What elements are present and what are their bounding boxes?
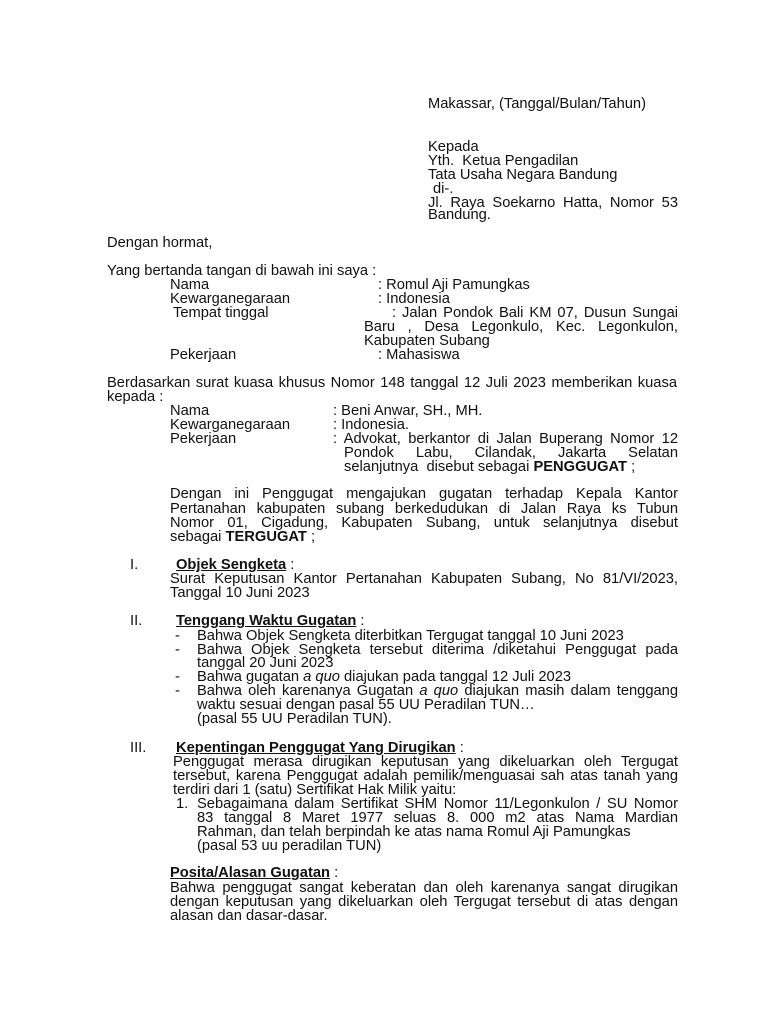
designation-prefix: sebagai (170, 529, 226, 545)
plaintiff-residence-line: Kabupaten Subang (364, 333, 490, 349)
posita-heading (170, 866, 338, 880)
bullet-text-continuation: (pasal 55 UU Peradilan TUN). (197, 711, 392, 727)
latin-term-a-quo: a quo (419, 683, 459, 699)
recipient-greeting: Kepada (428, 139, 479, 155)
bullet-dash: - (175, 683, 180, 699)
bullet-text (197, 670, 571, 684)
bullet-text: Bahwa Objek Sengketa diterbitkan Tergugat tanggal 10 Juni 2023 (197, 628, 624, 644)
section-numeral: III. (130, 740, 147, 756)
section-heading-text: Kepentingan Penggugat Yang Dirugikan (176, 740, 456, 756)
section-body-line: Tanggal 10 Juni 2023 (170, 585, 310, 601)
attorney-name-label: Nama (170, 403, 210, 419)
bullet-text-part: diajukan pada tanggal 12 Juli 2023 (339, 669, 572, 685)
bullet-text-continuation: waktu sesuai dengan pasal 55 UU Peradilan TUN… (197, 697, 535, 713)
list-item-line: (pasal 53 uu peradilan TUN) (197, 838, 382, 854)
designation-suffix: ; (627, 459, 636, 475)
attorney-intro-line: kepada : (107, 389, 164, 405)
section-heading-suffix: : (356, 613, 365, 629)
attorney-nationality-value: : Indonesia. (333, 417, 409, 433)
bullet-dash: - (175, 669, 180, 685)
list-item-line: Sebagaimana dalam Sertifikat SHM Nomor 11/Legonkulon / SU Nomor (197, 796, 678, 812)
section-body-line: tersebut, karena Penggugat adalah pemilik/menguasai sah atas tanah yang (173, 768, 678, 784)
section-numeral: I. (130, 557, 139, 573)
plaintiff-nationality-value: : Indonesia (378, 291, 450, 307)
recipient-institution: Tata Usaha Negara Bandung (428, 167, 618, 183)
section-body-line: Penggugat merasa dirugikan keputusan yang dikeluarkan oleh Tergugat (173, 754, 678, 770)
attorney-occupation-label: Pekerjaan (170, 431, 237, 447)
plaintiff-occupation-label: Pekerjaan (170, 347, 237, 363)
bullet-text-part: diajukan masih dalam tenggang (458, 683, 679, 699)
list-item-number: 1. (176, 796, 189, 812)
attorney-occupation-line: : Advokat, berkantor di Jalan Buperang Nomor 12 (333, 431, 678, 447)
plaintiff-residence-label: Tempat tinggal (173, 305, 269, 321)
claim-line: Nomor 01, Cigadung, Kabupaten Subang, untuk selanjutnya disebut (170, 515, 678, 531)
salutation: Dengan hormat, (107, 235, 213, 251)
attorney-name-value: : Beni Anwar, SH., MH. (333, 403, 483, 419)
defendant-designation (170, 530, 315, 544)
plaintiff-nationality-label: Kewarganegaraan (170, 291, 291, 307)
plaintiff-designation (344, 460, 635, 474)
list-item-line: Rahman, dan telah berpindah ke atas nama Romul Aji Pamungkas (197, 824, 631, 840)
place-date: Makassar, (Tanggal/Bulan/Tahun) (428, 96, 646, 112)
list-item-line: 83 tanggal 8 Maret 1977 seluas 8. 000 m2 atas Nama Mardian (197, 810, 678, 826)
attorney-intro-line: Berdasarkan surat kuasa khusus Nomor 148 tanggal 12 Juli 2023 memberikan kuasa (107, 375, 677, 391)
recipient-location-marker: di-. (433, 181, 454, 197)
bullet-text-continuation: tanggal 20 Juni 2023 (197, 655, 334, 671)
section-heading-suffix: : (286, 557, 295, 573)
section-heading (176, 614, 365, 628)
plaintiff-residence-line: : Jalan Pondok Bali KM 07, Dusun Sungai (392, 305, 678, 321)
recipient-address-line-2: Bandung. (428, 207, 491, 223)
section-heading-text: Tenggang Waktu Gugatan (176, 613, 357, 629)
bullet-text (197, 684, 678, 698)
section-body-line: Surat Keputusan Kantor Pertanahan Kabupaten Subang, No 81/VI/2023, (170, 571, 678, 587)
section-heading (176, 558, 294, 572)
section-heading-text: Objek Sengketa (176, 557, 287, 573)
designation-suffix: ; (306, 529, 316, 545)
designation-term-tergugat: TERGUGAT (225, 529, 307, 545)
latin-term-a-quo: a quo (303, 669, 340, 685)
bullet-dash: - (175, 628, 180, 644)
recipient-address-line-1: Jl. Raya Soekarno Hatta, Nomor 53 (428, 195, 678, 211)
section-heading (176, 741, 464, 755)
designation-term-penggugat: PENGGUGAT (533, 459, 628, 475)
section-numeral: II. (130, 613, 143, 629)
plaintiff-intro: Yang bertanda tangan di bawah ini saya : (107, 263, 377, 279)
recipient-title: Yth. Ketua Pengadilan (428, 153, 579, 169)
designation-prefix: selanjutnya disebut sebagai (344, 459, 534, 475)
attorney-occupation-line: Pondok Labu, Cilandak, Jakarta Selatan (344, 445, 678, 461)
plaintiff-residence-line: Baru , Desa Legonkulo, Kec. Legonkulon, (364, 319, 678, 335)
posita-heading-text: Posita/Alasan Gugatan (170, 865, 330, 881)
bullet-text-part: Bahwa oleh karenanya Gugatan (197, 683, 420, 699)
plaintiff-name-label: Nama (170, 277, 210, 293)
section-heading-suffix: : (455, 740, 464, 756)
bullet-dash: - (175, 642, 180, 658)
posita-body-line: alasan dan dasar-dasar. (170, 908, 328, 924)
posita-heading-suffix: : (329, 865, 339, 881)
posita-body-line: Bahwa penggugat sangat keberatan dan oleh karenanya sangat dirugikan (170, 880, 678, 896)
bullet-text-part: Bahwa gugatan (197, 669, 304, 685)
claim-line: Dengan ini Penggugat mengajukan gugatan terhadap Kepala Kantor (170, 486, 678, 502)
attorney-nationality-label: Kewarganegaraan (170, 417, 291, 433)
bullet-text: Bahwa Objek Sengketa tersebut diterima /diketahui Penggugat pada (197, 642, 678, 658)
section-body-line: terdiri dari 1 (satu) Sertifikat Hak Milik yaitu: (173, 782, 457, 798)
plaintiff-name-value: : Romul Aji Pamungkas (378, 277, 530, 293)
plaintiff-occupation-value: : Mahasiswa (378, 347, 460, 363)
claim-line: Pertanahan kabupaten subang berkedudukan di Jalan Raya ks Tubun (170, 501, 678, 517)
posita-body-line: dengan keputusan yang dikeluarkan oleh Tergugat tersebut di atas dengan (170, 894, 678, 910)
